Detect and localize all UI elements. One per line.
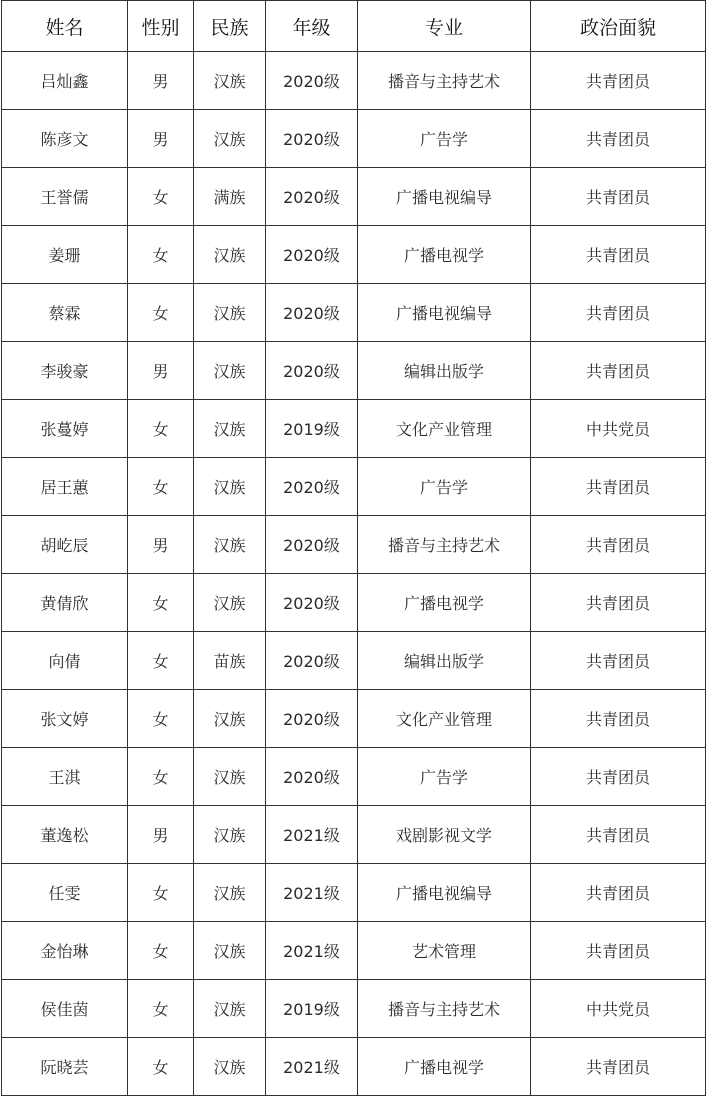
header-major: 专业 xyxy=(358,1,531,52)
cell-ethnicity: 汉族 xyxy=(194,110,266,168)
table-header xyxy=(2,1,706,52)
cell-gender: 女 xyxy=(128,400,194,458)
table-row xyxy=(2,342,706,400)
cell-political-status: 共青团员 xyxy=(531,284,706,342)
cell-political-status: 中共党员 xyxy=(531,980,706,1038)
cell-ethnicity: 汉族 xyxy=(194,458,266,516)
cell-name: 任雯 xyxy=(2,864,128,922)
cell-political-status: 共青团员 xyxy=(531,1038,706,1096)
cell-major: 广播电视编导 xyxy=(358,168,531,226)
cell-grade: 2020级 xyxy=(266,110,358,168)
cell-political-status: 共青团员 xyxy=(531,110,706,168)
cell-political-status: 共青团员 xyxy=(531,922,706,980)
table-row xyxy=(2,864,706,922)
cell-name: 陈彦文 xyxy=(2,110,128,168)
table-row xyxy=(2,400,706,458)
cell-ethnicity: 汉族 xyxy=(194,226,266,284)
cell-gender: 女 xyxy=(128,690,194,748)
cell-ethnicity: 汉族 xyxy=(194,806,266,864)
cell-name: 侯佳茵 xyxy=(2,980,128,1038)
cell-name: 黄倩欣 xyxy=(2,574,128,632)
cell-name: 吕灿鑫 xyxy=(2,52,128,110)
cell-grade: 2020级 xyxy=(266,226,358,284)
cell-name: 张蔓婷 xyxy=(2,400,128,458)
cell-gender: 男 xyxy=(128,110,194,168)
header-name: 姓名 xyxy=(2,1,128,52)
cell-major: 编辑出版学 xyxy=(358,632,531,690)
cell-gender: 女 xyxy=(128,748,194,806)
table-body xyxy=(2,52,706,1096)
table-row xyxy=(2,516,706,574)
cell-gender: 男 xyxy=(128,516,194,574)
cell-major: 广告学 xyxy=(358,748,531,806)
cell-ethnicity: 汉族 xyxy=(194,342,266,400)
table-row xyxy=(2,690,706,748)
cell-ethnicity: 苗族 xyxy=(194,632,266,690)
cell-major: 编辑出版学 xyxy=(358,342,531,400)
cell-gender: 女 xyxy=(128,632,194,690)
cell-name: 居王蕙 xyxy=(2,458,128,516)
table-row xyxy=(2,284,706,342)
header-gender: 性别 xyxy=(128,1,194,52)
cell-grade: 2021级 xyxy=(266,1038,358,1096)
cell-political-status: 共青团员 xyxy=(531,516,706,574)
cell-gender: 女 xyxy=(128,922,194,980)
cell-ethnicity: 汉族 xyxy=(194,284,266,342)
cell-major: 广播电视学 xyxy=(358,226,531,284)
cell-ethnicity: 汉族 xyxy=(194,574,266,632)
cell-grade: 2020级 xyxy=(266,690,358,748)
cell-political-status: 共青团员 xyxy=(531,226,706,284)
table-row xyxy=(2,52,706,110)
cell-political-status: 共青团员 xyxy=(531,458,706,516)
cell-gender: 男 xyxy=(128,52,194,110)
table-row xyxy=(2,574,706,632)
cell-political-status: 共青团员 xyxy=(531,574,706,632)
cell-ethnicity: 汉族 xyxy=(194,922,266,980)
header-grade: 年级 xyxy=(266,1,358,52)
cell-major: 文化产业管理 xyxy=(358,400,531,458)
cell-major: 戏剧影视文学 xyxy=(358,806,531,864)
cell-name: 张文婷 xyxy=(2,690,128,748)
cell-ethnicity: 汉族 xyxy=(194,748,266,806)
cell-grade: 2020级 xyxy=(266,284,358,342)
cell-grade: 2020级 xyxy=(266,458,358,516)
cell-grade: 2019级 xyxy=(266,980,358,1038)
cell-name: 姜珊 xyxy=(2,226,128,284)
table-row xyxy=(2,1038,706,1096)
cell-name: 王淇 xyxy=(2,748,128,806)
cell-gender: 女 xyxy=(128,980,194,1038)
cell-ethnicity: 汉族 xyxy=(194,690,266,748)
cell-ethnicity: 汉族 xyxy=(194,400,266,458)
cell-name: 阮晓芸 xyxy=(2,1038,128,1096)
table-row xyxy=(2,110,706,168)
cell-major: 播音与主持艺术 xyxy=(358,980,531,1038)
cell-major: 文化产业管理 xyxy=(358,690,531,748)
table-row xyxy=(2,980,706,1038)
cell-grade: 2020级 xyxy=(266,516,358,574)
cell-political-status: 共青团员 xyxy=(531,52,706,110)
cell-name: 蔡霖 xyxy=(2,284,128,342)
cell-name: 李骏豪 xyxy=(2,342,128,400)
cell-ethnicity: 汉族 xyxy=(194,1038,266,1096)
cell-grade: 2020级 xyxy=(266,748,358,806)
cell-grade: 2020级 xyxy=(266,52,358,110)
cell-ethnicity: 汉族 xyxy=(194,980,266,1038)
cell-gender: 女 xyxy=(128,1038,194,1096)
cell-name: 胡屹辰 xyxy=(2,516,128,574)
table-row xyxy=(2,806,706,864)
cell-major: 播音与主持艺术 xyxy=(358,516,531,574)
cell-name: 向倩 xyxy=(2,632,128,690)
table-row xyxy=(2,458,706,516)
cell-grade: 2019级 xyxy=(266,400,358,458)
cell-name: 王誉儒 xyxy=(2,168,128,226)
cell-ethnicity: 满族 xyxy=(194,168,266,226)
cell-gender: 女 xyxy=(128,574,194,632)
table-row xyxy=(2,226,706,284)
cell-grade: 2021级 xyxy=(266,922,358,980)
cell-grade: 2020级 xyxy=(266,574,358,632)
cell-political-status: 共青团员 xyxy=(531,864,706,922)
cell-grade: 2021级 xyxy=(266,806,358,864)
cell-gender: 女 xyxy=(128,458,194,516)
cell-ethnicity: 汉族 xyxy=(194,864,266,922)
cell-major: 广告学 xyxy=(358,110,531,168)
cell-gender: 男 xyxy=(128,806,194,864)
cell-grade: 2020级 xyxy=(266,632,358,690)
table-row xyxy=(2,168,706,226)
cell-political-status: 中共党员 xyxy=(531,400,706,458)
cell-political-status: 共青团员 xyxy=(531,806,706,864)
table-row xyxy=(2,922,706,980)
header-row xyxy=(2,1,706,52)
cell-gender: 女 xyxy=(128,284,194,342)
table-row xyxy=(2,632,706,690)
cell-political-status: 共青团员 xyxy=(531,748,706,806)
cell-political-status: 共青团员 xyxy=(531,632,706,690)
student-roster-table xyxy=(1,0,706,1096)
cell-major: 艺术管理 xyxy=(358,922,531,980)
cell-major: 广播电视学 xyxy=(358,574,531,632)
cell-grade: 2020级 xyxy=(266,168,358,226)
cell-name: 董逸松 xyxy=(2,806,128,864)
cell-major: 广播电视学 xyxy=(358,1038,531,1096)
cell-name: 金怡琳 xyxy=(2,922,128,980)
cell-grade: 2021级 xyxy=(266,864,358,922)
cell-grade: 2020级 xyxy=(266,342,358,400)
cell-gender: 女 xyxy=(128,168,194,226)
header-political-status: 政治面貌 xyxy=(531,1,706,52)
cell-political-status: 共青团员 xyxy=(531,168,706,226)
cell-major: 播音与主持艺术 xyxy=(358,52,531,110)
cell-major: 广告学 xyxy=(358,458,531,516)
cell-gender: 女 xyxy=(128,864,194,922)
cell-major: 广播电视编导 xyxy=(358,284,531,342)
cell-political-status: 共青团员 xyxy=(531,690,706,748)
header-ethnicity: 民族 xyxy=(194,1,266,52)
cell-ethnicity: 汉族 xyxy=(194,516,266,574)
cell-ethnicity: 汉族 xyxy=(194,52,266,110)
cell-gender: 男 xyxy=(128,342,194,400)
cell-gender: 女 xyxy=(128,226,194,284)
table-row xyxy=(2,748,706,806)
cell-political-status: 共青团员 xyxy=(531,342,706,400)
cell-major: 广播电视编导 xyxy=(358,864,531,922)
